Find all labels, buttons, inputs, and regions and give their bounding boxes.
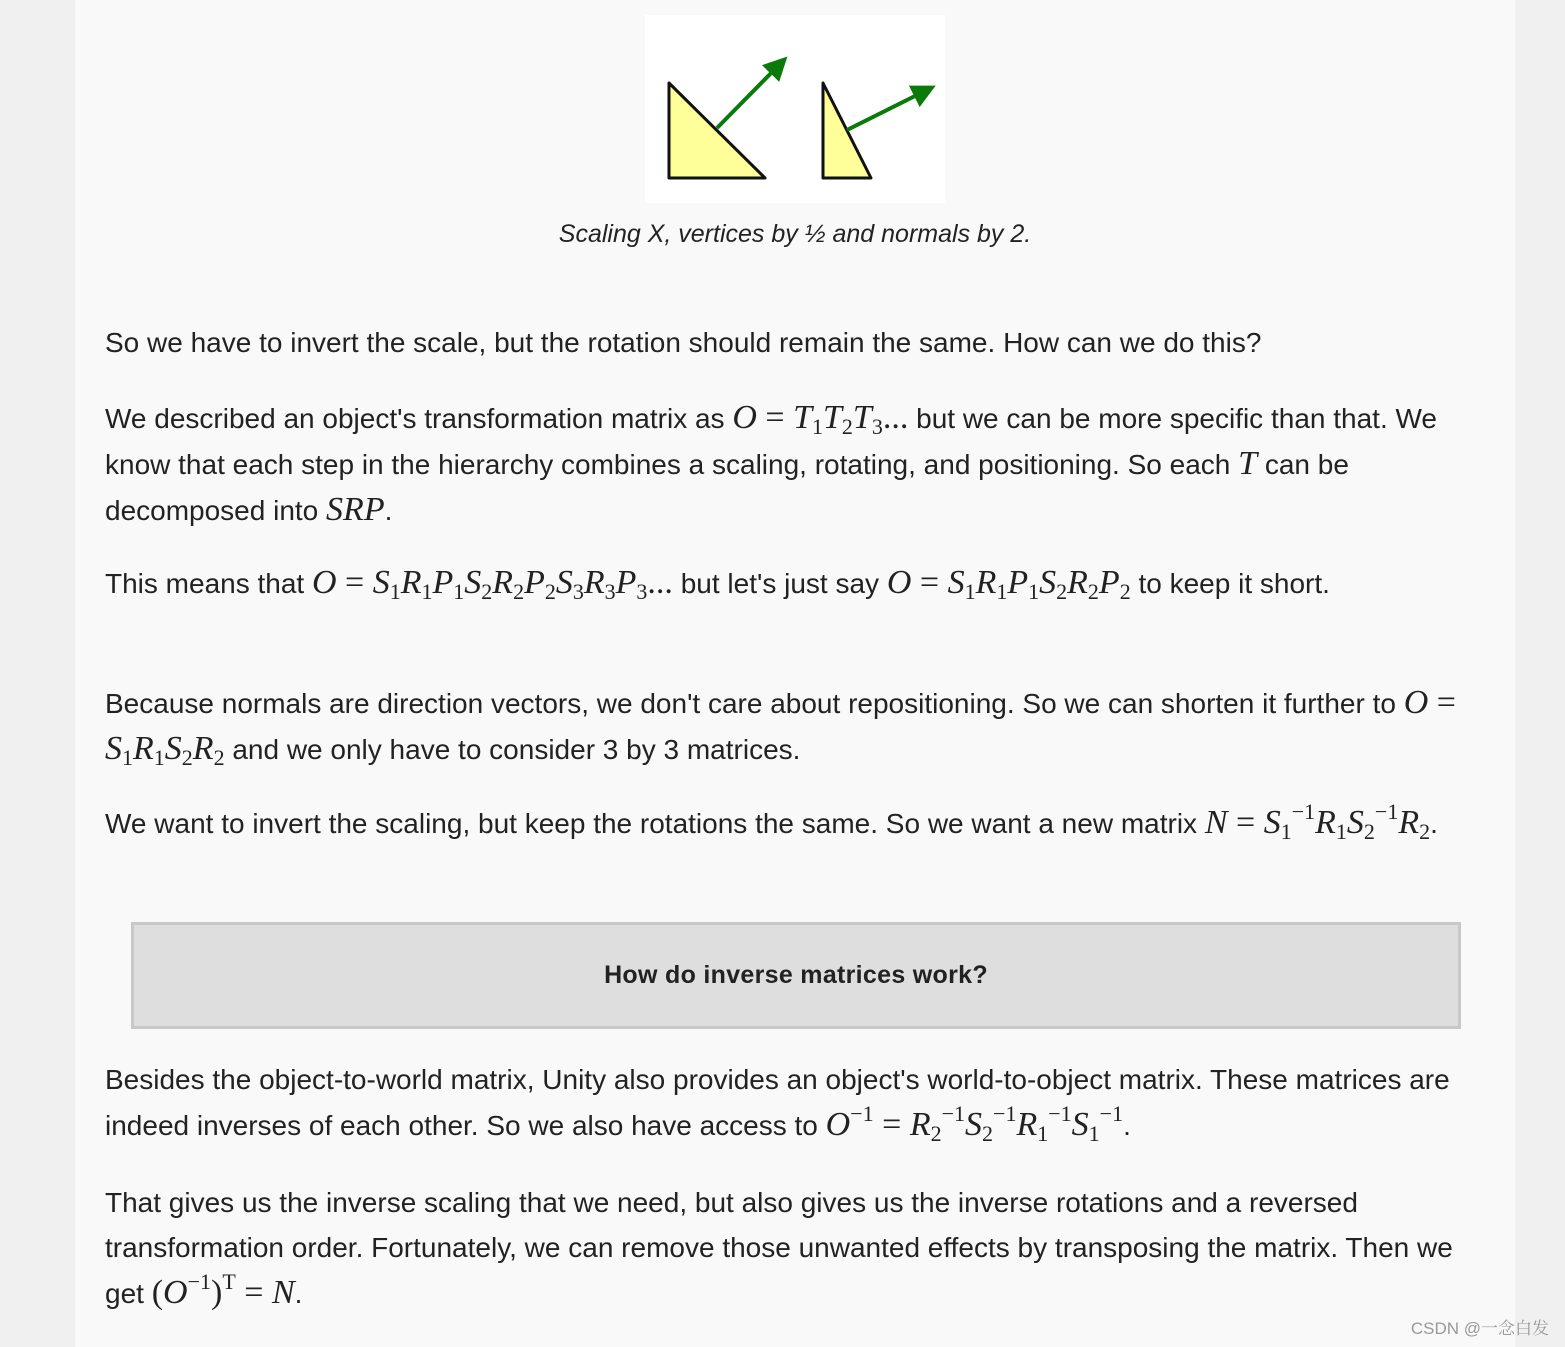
paragraph-decomposition: This means that $O = S_1R_1P_1S_2R_2P_2S_3R_3P_3$... but let's just say $O = S_1R_1P_1S_2R_2P_2$ to keep it short. <box>105 564 1330 604</box>
expander-label: How do inverse matrices work? <box>604 961 988 989</box>
paragraph-transformation-matrix: We described an object's transformation matrix as $O = T_1T_2T_3$... but we can be more specific than that. We know that each step in the hierarchy combines a scaling, rotating, and positioning. So each T can be decomposed into SRP. <box>105 399 1437 528</box>
inverse-matrices-expander[interactable] <box>131 922 1461 1029</box>
figure-caption: Scaling X, vertices by ½ and normals by 2. <box>558 220 1032 248</box>
paragraph-invert-scale: So we have to invert the scale, but the rotation should remain the same. How can we do this? <box>105 327 1262 358</box>
scaling-figure <box>645 15 945 203</box>
paragraph-new-matrix: We want to invert the scaling, but keep the rotations the same. So we want a new matrix $N = S_1^{-1}R_1S_2^{-1}R_2$. <box>105 799 1438 844</box>
original-normal-arrow <box>717 65 779 128</box>
paragraph-world-to-object: Besides the object-to-world matrix, Unity also provides an object's world-to-object matrix. These matrices are indeed inverses of each other. So we also have access to $O^{-1} = R_2^{-1}S_2^{-1}R_1^{-1}S_1^{-1}$. <box>105 1064 1450 1146</box>
article-page <box>75 0 1515 1347</box>
original-triangle <box>669 83 765 178</box>
csdn-watermark: CSDN @一念白发 <box>1410 1319 1549 1338</box>
scaled-normal-arrow <box>847 91 925 130</box>
paragraph-direction-vectors: Because normals are direction vectors, we don't care about repositioning. So we can shorten it further to $O = S_1R_1S_2R_2$ and we only have to consider 3 by 3 matrices. <box>105 684 1456 770</box>
scaling-illustration <box>645 15 945 203</box>
paragraph-transpose: That gives us the inverse scaling that we need, but also gives us the inverse rotations and a reversed transformation order. Fortunately, we can remove those unwanted effects by transposing the matrix. Then we get $(O^{-1})^T = N$. <box>105 1187 1453 1311</box>
scaled-triangle <box>823 83 871 178</box>
